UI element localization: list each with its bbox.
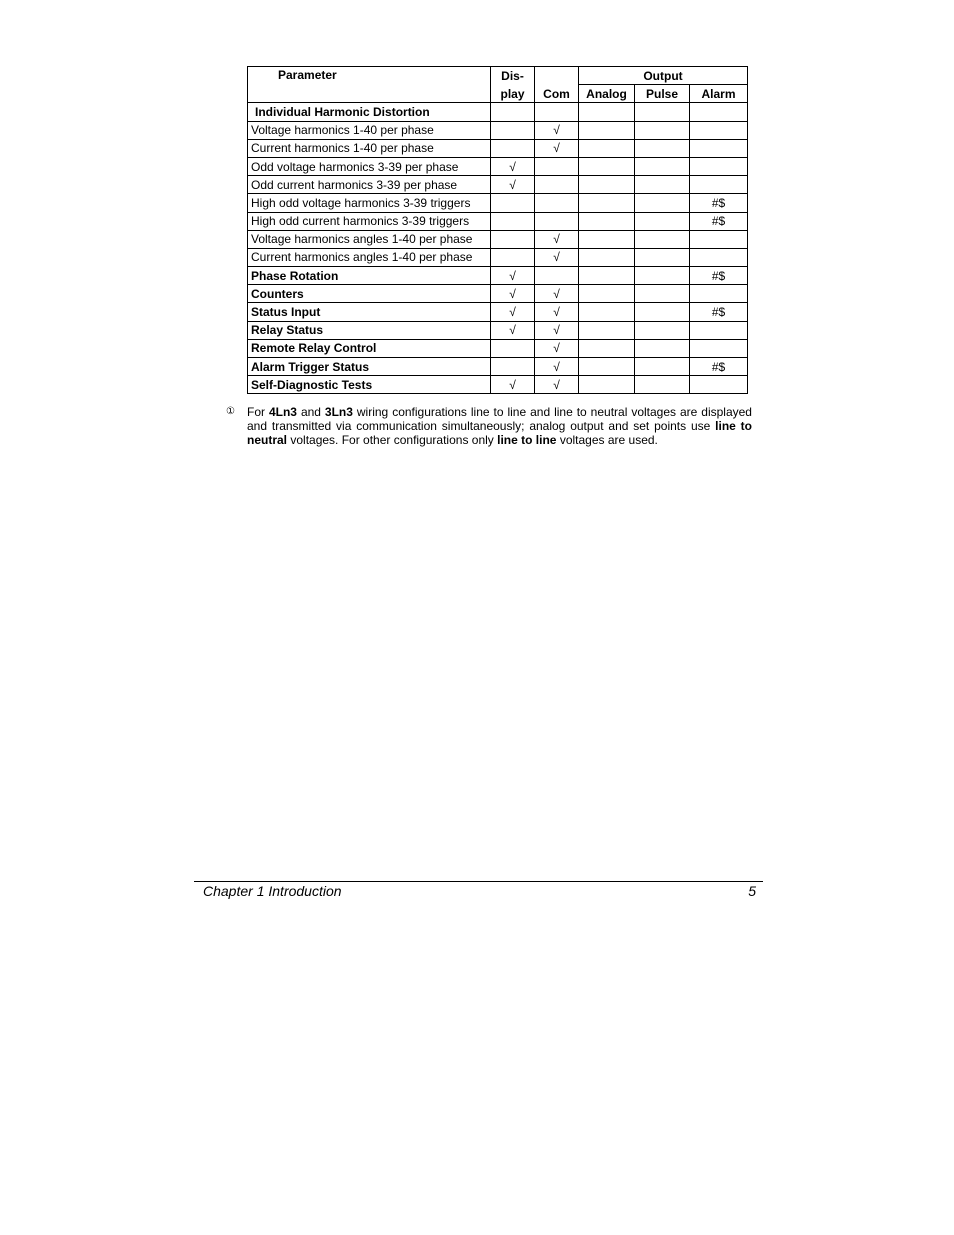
footer-page-number: 5 xyxy=(748,883,756,899)
row-pulse-cell xyxy=(635,157,690,175)
footnote-bold-term: line to neutral xyxy=(247,419,752,447)
row-display-cell xyxy=(491,139,535,157)
row-alarm-cell xyxy=(690,176,748,194)
row-display-cell xyxy=(491,358,535,376)
row-pulse-cell xyxy=(635,176,690,194)
row-display-cell: √ xyxy=(491,267,535,285)
header-display-top: Dis- xyxy=(491,67,535,85)
row-parameter-label: Odd current harmonics 3-39 per phase xyxy=(248,176,491,194)
row-pulse-cell xyxy=(635,321,690,339)
footer-divider xyxy=(194,881,763,882)
footnote-text xyxy=(247,405,752,447)
row-com-cell xyxy=(535,157,579,175)
row-analog-cell xyxy=(579,339,635,357)
row-alarm-cell: #$ xyxy=(690,212,748,230)
parameter-table xyxy=(247,66,748,394)
row-analog-cell xyxy=(579,285,635,303)
row-com-cell: √ xyxy=(535,321,579,339)
row-alarm-cell xyxy=(690,157,748,175)
row-analog-cell xyxy=(579,267,635,285)
table-row xyxy=(248,376,748,394)
row-alarm-cell xyxy=(690,376,748,394)
table-row xyxy=(248,176,748,194)
row-analog-cell xyxy=(579,194,635,212)
row-analog-cell xyxy=(579,230,635,248)
row-com-cell: √ xyxy=(535,339,579,357)
row-parameter-label: Status Input xyxy=(248,303,491,321)
header-output: Output xyxy=(579,67,748,85)
row-com-cell: √ xyxy=(535,303,579,321)
row-pulse-cell xyxy=(635,248,690,266)
table-row xyxy=(248,212,748,230)
row-com-cell xyxy=(535,267,579,285)
row-analog-cell xyxy=(579,212,635,230)
table-row xyxy=(248,267,748,285)
header-row-1 xyxy=(248,67,748,85)
table-row xyxy=(248,121,748,139)
table-row xyxy=(248,285,748,303)
row-analog-cell xyxy=(579,376,635,394)
table-body xyxy=(248,103,748,394)
row-com-cell xyxy=(535,103,579,121)
row-display-cell: √ xyxy=(491,176,535,194)
row-alarm-cell: #$ xyxy=(690,358,748,376)
table-row xyxy=(248,157,748,175)
row-pulse-cell xyxy=(635,339,690,357)
row-analog-cell xyxy=(579,358,635,376)
footnote-bold-term: line to line xyxy=(497,433,557,447)
row-display-cell xyxy=(491,212,535,230)
row-parameter-label: Self-Diagnostic Tests xyxy=(248,376,491,394)
row-display-cell xyxy=(491,121,535,139)
footnote-text-run: For xyxy=(247,405,269,419)
row-analog-cell xyxy=(579,321,635,339)
table-row xyxy=(248,103,748,121)
row-display-cell xyxy=(491,194,535,212)
row-com-cell: √ xyxy=(535,230,579,248)
header-parameter: Parameter xyxy=(248,67,491,85)
table-row xyxy=(248,194,748,212)
row-analog-cell xyxy=(579,157,635,175)
row-display-cell xyxy=(491,248,535,266)
row-pulse-cell xyxy=(635,285,690,303)
footer-chapter: Chapter 1 Introduction xyxy=(203,883,342,899)
row-parameter-label: Current harmonics 1-40 per phase xyxy=(248,139,491,157)
table-row xyxy=(248,339,748,357)
footnote xyxy=(226,405,752,447)
row-pulse-cell xyxy=(635,103,690,121)
row-display-cell xyxy=(491,230,535,248)
row-parameter-label: High odd voltage harmonics 3-39 triggers xyxy=(248,194,491,212)
row-parameter-label: Individual Harmonic Distortion xyxy=(248,103,491,121)
row-display-cell xyxy=(491,339,535,357)
row-parameter-label: Voltage harmonics 1-40 per phase xyxy=(248,121,491,139)
row-analog-cell xyxy=(579,176,635,194)
header-pulse: Pulse xyxy=(635,85,690,103)
row-alarm-cell xyxy=(690,230,748,248)
row-display-cell: √ xyxy=(491,376,535,394)
row-analog-cell xyxy=(579,303,635,321)
table-row xyxy=(248,358,748,376)
row-alarm-cell: #$ xyxy=(690,194,748,212)
table-row xyxy=(248,139,748,157)
row-pulse-cell xyxy=(635,121,690,139)
footnote-text-run: and xyxy=(296,405,325,419)
row-display-cell xyxy=(491,103,535,121)
row-pulse-cell xyxy=(635,139,690,157)
row-com-cell: √ xyxy=(535,285,579,303)
row-com-cell: √ xyxy=(535,248,579,266)
row-analog-cell xyxy=(579,121,635,139)
header-row-2 xyxy=(248,85,748,103)
row-analog-cell xyxy=(579,139,635,157)
row-alarm-cell: #$ xyxy=(690,267,748,285)
row-pulse-cell xyxy=(635,230,690,248)
footnote-text-run: voltages are used. xyxy=(556,433,658,447)
row-com-cell: √ xyxy=(535,376,579,394)
row-com-cell: √ xyxy=(535,358,579,376)
row-parameter-label: Current harmonics angles 1-40 per phase xyxy=(248,248,491,266)
row-parameter-label: Voltage harmonics angles 1-40 per phase xyxy=(248,230,491,248)
row-com-cell xyxy=(535,194,579,212)
footnote-text-run: wiring configurations line to line and line to neutral voltages are displayed and transmitted via communication simultaneously; analog output and set points use xyxy=(247,405,752,433)
row-alarm-cell: #$ xyxy=(690,303,748,321)
row-display-cell: √ xyxy=(491,285,535,303)
row-pulse-cell xyxy=(635,358,690,376)
row-display-cell: √ xyxy=(491,157,535,175)
header-com: Com xyxy=(535,85,579,103)
row-pulse-cell xyxy=(635,303,690,321)
row-alarm-cell xyxy=(690,121,748,139)
footnote-text-run: voltages. For other configurations only xyxy=(287,433,498,447)
row-parameter-label: Remote Relay Control xyxy=(248,339,491,357)
row-alarm-cell xyxy=(690,339,748,357)
row-analog-cell xyxy=(579,248,635,266)
row-analog-cell xyxy=(579,103,635,121)
row-pulse-cell xyxy=(635,376,690,394)
header-parameter-blank xyxy=(248,85,491,103)
row-parameter-label: High odd current harmonics 3-39 triggers xyxy=(248,212,491,230)
row-alarm-cell xyxy=(690,248,748,266)
row-parameter-label: Odd voltage harmonics 3-39 per phase xyxy=(248,157,491,175)
header-alarm: Alarm xyxy=(690,85,748,103)
row-display-cell: √ xyxy=(491,321,535,339)
row-pulse-cell xyxy=(635,212,690,230)
row-parameter-label: Relay Status xyxy=(248,321,491,339)
row-pulse-cell xyxy=(635,194,690,212)
row-com-cell xyxy=(535,176,579,194)
row-parameter-label: Phase Rotation xyxy=(248,267,491,285)
footnote-bold-term: 3Ln3 xyxy=(324,405,353,419)
table-row xyxy=(248,321,748,339)
header-display-bottom: play xyxy=(491,85,535,103)
header-com-blank xyxy=(535,67,579,85)
row-com-cell: √ xyxy=(535,121,579,139)
table-row xyxy=(248,303,748,321)
table-row xyxy=(248,230,748,248)
row-com-cell: √ xyxy=(535,139,579,157)
footnote-bold-term: 4Ln3 xyxy=(268,405,297,419)
row-alarm-cell xyxy=(690,103,748,121)
row-parameter-label: Alarm Trigger Status xyxy=(248,358,491,376)
row-alarm-cell xyxy=(690,139,748,157)
row-alarm-cell xyxy=(690,321,748,339)
header-analog: Analog xyxy=(579,85,635,103)
table-row xyxy=(248,248,748,266)
row-parameter-label: Counters xyxy=(248,285,491,303)
footnote-marker: ① xyxy=(226,406,235,417)
row-display-cell: √ xyxy=(491,303,535,321)
row-com-cell xyxy=(535,212,579,230)
row-alarm-cell xyxy=(690,285,748,303)
row-pulse-cell xyxy=(635,267,690,285)
